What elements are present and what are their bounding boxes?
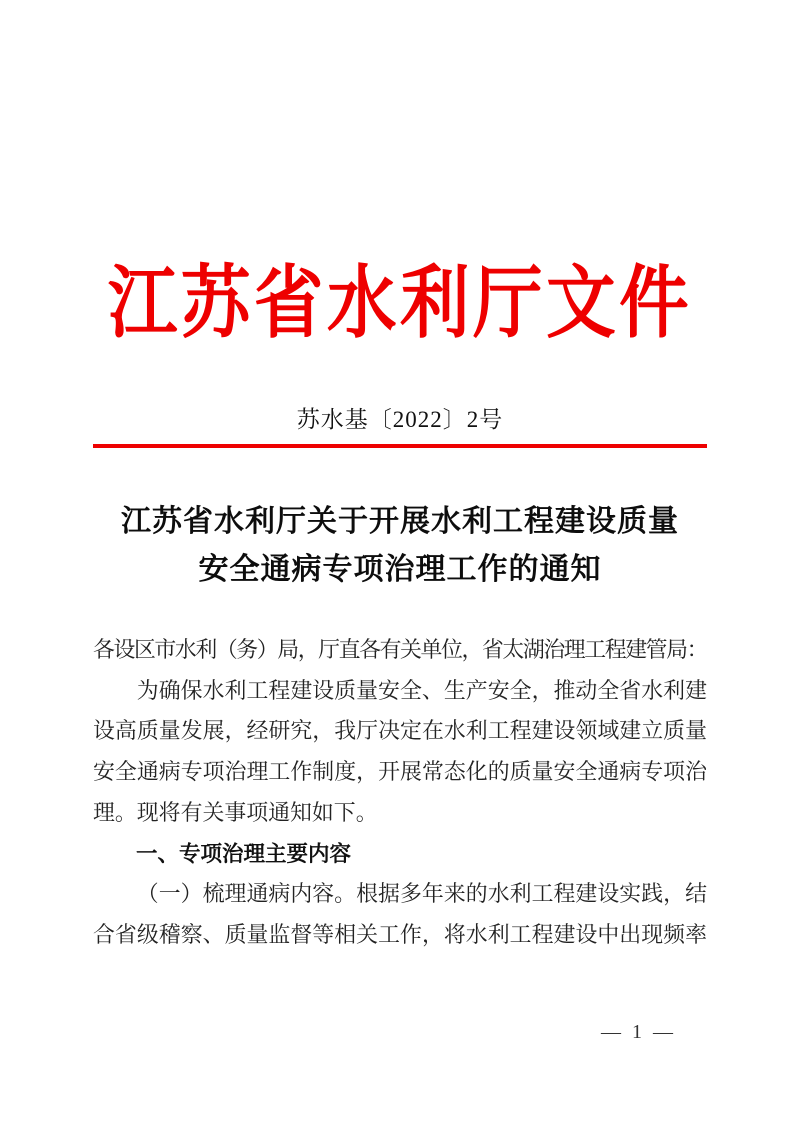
section-heading: 一、专项治理主要内容: [136, 841, 352, 866]
body-line: （一）梳理通病内容。根据多年来的水利工程建设实践，结: [136, 881, 707, 907]
red-divider-line: [93, 444, 707, 448]
document-title-line2: 安全通病专项治理工作的通知: [198, 553, 602, 586]
body-line: 设高质量发展，经研究，我厅决定在水利工程建设领域建立质量: [93, 718, 707, 744]
body-line: 为确保水利工程建设质量安全、生产安全，推动全省水利建: [136, 677, 707, 703]
letterhead-org-title: 江苏省水利厅文件: [107, 261, 693, 348]
document-body: [93, 630, 707, 956]
document-title-line1: 江苏省水利厅关于开展水利工程建设质量: [121, 505, 679, 538]
body-line: 合省级稽察、质量监督等相关工作，将水利工程建设中出现频率: [93, 921, 707, 947]
document-number: 苏水基〔2022〕2号: [296, 407, 504, 432]
body-line: 理。现将有关事项通知如下。: [93, 799, 378, 825]
page-number: — 1 —: [601, 1021, 676, 1043]
body-line: 安全通病专项治理工作制度，开展常态化的质量安全通病专项治: [93, 759, 707, 785]
body-line-salutation: 各设区市水利（务）局，厅直各有关单位，省太湖治理工程建管局：: [93, 637, 707, 662]
document-title: [0, 498, 800, 594]
